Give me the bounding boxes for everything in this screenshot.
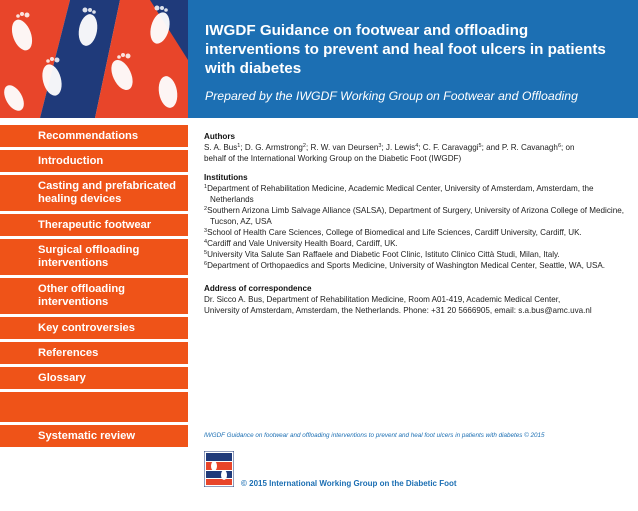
institution-item xyxy=(204,260,629,271)
institution-text: University Vita Salute San Raffaele and Diabetic Foot Clinic, Istituto Clinico Città Studi, Milan, Italy. xyxy=(207,250,560,259)
institution-text: Department of Orthopaedics and Sports Medicine, University of Washington Medical Center, Seattle, WA, USA. xyxy=(207,261,606,270)
institution-item xyxy=(204,249,629,260)
institution-number: 4 xyxy=(204,239,208,245)
authors-behalf: behalf of the International Working Group on the Diabetic Foot (IWGDF) xyxy=(204,154,462,163)
sidebar-item-surgical-offloading[interactable]: Surgical offloading interventions xyxy=(0,239,188,275)
correspondence-heading: Address of correspondence xyxy=(204,284,312,293)
institutions-section xyxy=(204,172,629,271)
authors-section xyxy=(204,131,629,164)
institution-number: 3 xyxy=(204,228,208,234)
footer-citation: IWGDF Guidance on footwear and offloading interventions to prevent and heal foot ulcers in patients with diabetes © 2015 xyxy=(204,432,545,439)
affil-mark: 2 xyxy=(302,143,306,149)
institution-number: 5 xyxy=(204,250,208,256)
sidebar-item-key-controversies[interactable]: Key controversies xyxy=(0,317,188,339)
authors-list xyxy=(204,142,629,164)
header-bar xyxy=(0,0,638,118)
authors-heading: Authors xyxy=(204,132,236,141)
sidebar-item-therapeutic-footwear[interactable]: Therapeutic footwear xyxy=(0,214,188,236)
sidebar-item-empty xyxy=(0,392,188,422)
affil-mark: 6 xyxy=(557,143,562,149)
sidebar-item-other-offloading[interactable]: Other offloading interventions xyxy=(0,278,188,314)
front-matter xyxy=(204,131,629,324)
author-bus: S. A. Bus xyxy=(204,143,238,152)
iwgdf-logo-icon xyxy=(204,451,234,487)
sidebar-nav xyxy=(0,118,188,511)
institution-text: Department of Rehabilitation Medicine, Academic Medical Center, University of Amsterdam, Amsterdam, the Netherlands xyxy=(207,184,594,204)
institution-item xyxy=(204,238,629,249)
institution-item xyxy=(204,183,629,205)
author-lewis: ; J. Lewis xyxy=(381,143,416,152)
institution-text: Southern Arizona Limb Salvage Alliance (SALSA), Department of Surgery, University of Arizona College of Medicine, Tucson, AZ, USA xyxy=(207,206,624,226)
author-caravaggi: ; C. F. Caravaggi xyxy=(418,143,479,152)
affil-mark: 4 xyxy=(415,143,419,149)
author-van-deursen: ; R. W. van Deursen xyxy=(305,143,379,152)
affil-mark: 5 xyxy=(478,143,482,149)
page-subtitle: Prepared by the IWGDF Working Group on Footwear and Offloading xyxy=(205,89,578,103)
affil-mark: 3 xyxy=(378,143,382,149)
sidebar-item-glossary[interactable]: Glossary xyxy=(0,367,188,389)
institution-number: 6 xyxy=(204,261,208,267)
sidebar-item-systematic-review[interactable]: Systematic review xyxy=(0,425,188,447)
institution-item xyxy=(204,227,629,238)
correspondence-section xyxy=(204,283,629,316)
page-title: IWGDF Guidance on footwear and offloading interventions to prevent and heal foot ulcers in patients with diabetes xyxy=(205,22,606,77)
copyright-text: © 2015 International Working Group on the Diabetic Foot xyxy=(241,479,457,488)
institution-number: 2 xyxy=(204,206,208,212)
institution-number: 1 xyxy=(204,184,208,190)
correspondence-line: Dr. Sicco A. Bus, Department of Rehabilitation Medicine, Room A01-419, Academic Medical Center, xyxy=(204,295,561,304)
author-cavanagh: ; and P. R. Cavanagh xyxy=(481,143,558,152)
sidebar-item-casting[interactable]: Casting and prefabricated healing devices xyxy=(0,175,188,211)
footprints-illustration xyxy=(0,0,188,118)
authors-connector: ; on xyxy=(561,143,575,152)
author-armstrong: ; D. G. Armstrong xyxy=(240,143,303,152)
institution-text: School of Health Care Sciences, College of Biomedical and Life Sciences, Cardiff University, Cardiff, UK. xyxy=(207,228,582,237)
institution-item xyxy=(204,205,629,227)
correspondence-line: University of Amsterdam, Amsterdam, the Netherlands. Phone: +31 20 5666905, email: s.a.bus@amc.uva.nl xyxy=(204,306,592,315)
sidebar-item-recommendations[interactable]: Recommendations xyxy=(0,125,188,147)
institution-text: Cardiff and Vale University Health Board, Cardiff, UK. xyxy=(207,239,398,248)
sidebar-item-references[interactable]: References xyxy=(0,342,188,364)
iwgdf-logo xyxy=(204,451,234,487)
affil-mark: 1 xyxy=(237,143,241,149)
institutions-heading: Institutions xyxy=(204,173,248,182)
feet-banner-image xyxy=(0,0,188,118)
sidebar-item-introduction[interactable]: Introduction xyxy=(0,150,188,172)
